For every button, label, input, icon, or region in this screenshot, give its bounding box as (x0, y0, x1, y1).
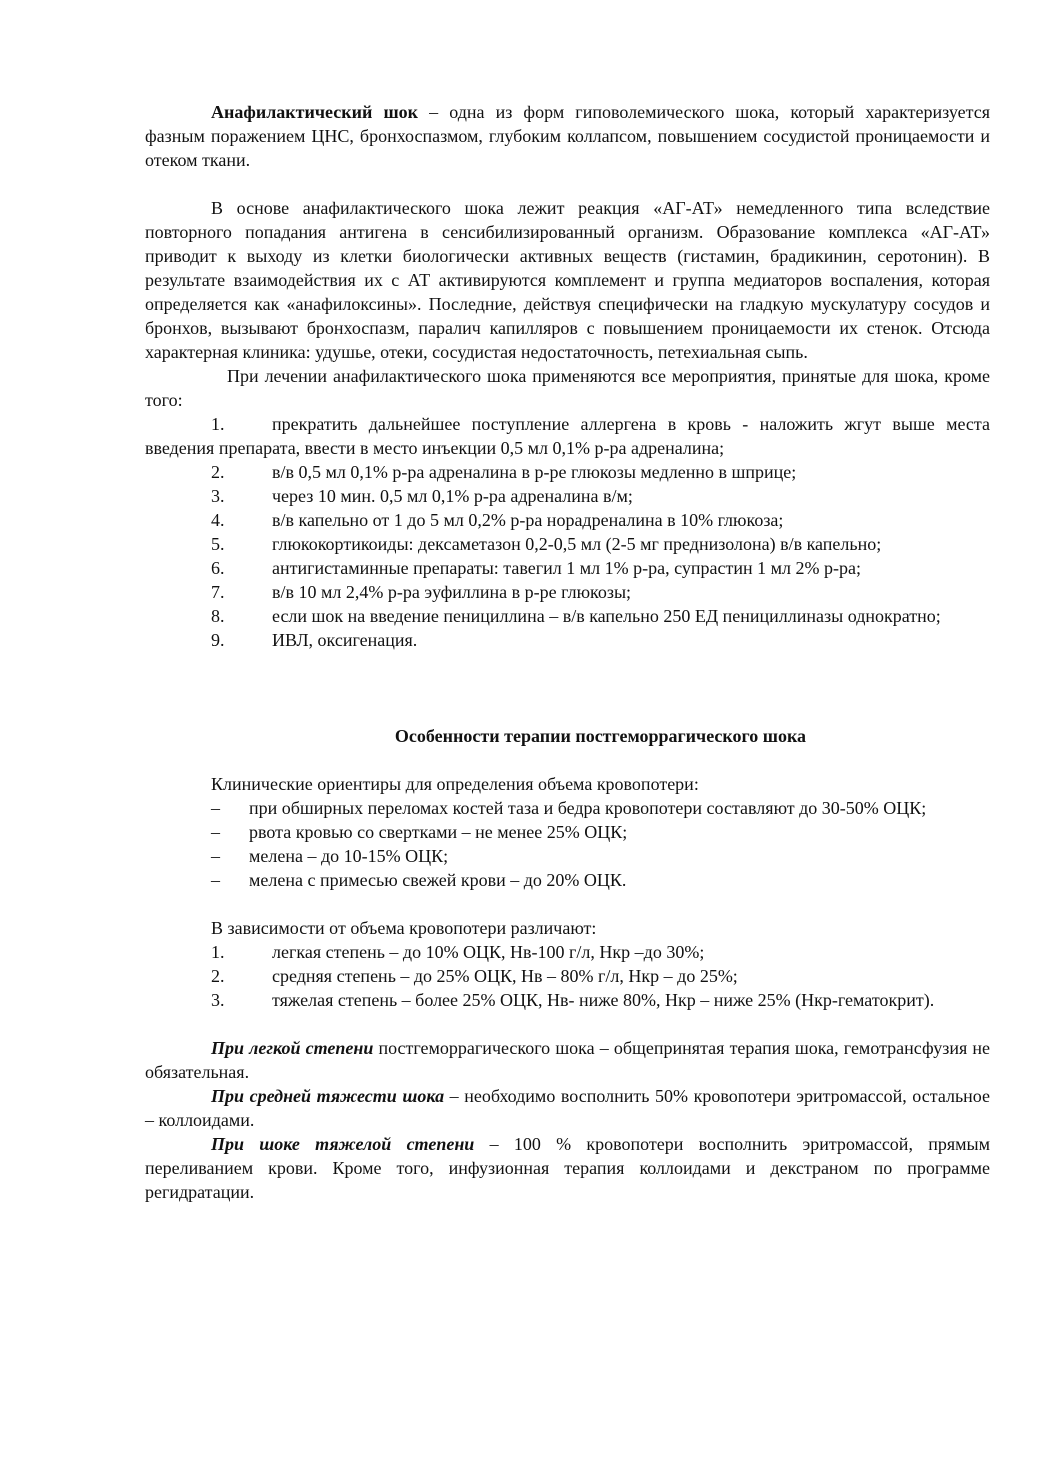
list-item-text: рвота кровью со свертками – не менее 25% ОЦК; (249, 822, 628, 842)
degree-list (145, 940, 990, 1012)
section-heading: Особенности терапии постгеморрагического шока (394, 726, 807, 746)
list-item-text: мелена – до 10-15% ОЦК; (249, 846, 449, 866)
mild-text: постгеморрагического шока – общепринятая терапия шока, гемотрансфузия не обязательная. (145, 1038, 990, 1082)
list-item-number: 2. (211, 462, 225, 482)
term-severe-degree: При шоке тяжелой степени (211, 1134, 475, 1154)
list-item-number: 4. (211, 510, 225, 530)
list-item-text: тяжелая степень – более 25% ОЦК, Нв- ниже 80%, Нкр – ниже 25% (Нкр-гематокрит). (272, 990, 935, 1010)
list-item-text: средняя степень – до 25% ОЦК, Нв – 80% г/л, Нкр – до 25%; (272, 966, 738, 986)
list-item (145, 628, 990, 652)
list-item-text: ИВЛ, оксигенация. (272, 630, 418, 650)
list-item-text: мелена с примесью свежей крови – до 20% ОЦК. (249, 870, 627, 890)
list-item-text: если шок на введение пенициллина – в/в капельно 250 ЕД пенициллиназы однократно; (272, 606, 941, 626)
list-item-number: 6. (211, 558, 225, 578)
list-item-number: 3. (211, 486, 225, 506)
list-item-number: 5. (211, 534, 225, 554)
orientation-list (145, 796, 990, 892)
definition-text: – одна из форм гиповолемического шока, который характеризуется фазным поражением ЦНС, бронхоспазмом, глубоким коллапсом, повышением сосудистой проницаемости и отеком ткани. (145, 102, 990, 170)
list-item-number: 8. (211, 606, 225, 626)
list-item-text: легкая степень – до 10% ОЦК, Нв-100 г/л, Нкр –до 30%; (272, 942, 705, 962)
severe-text: – 100 % кровопотери восполнить эритромассой, прямым переливанием крови. Кроме того, инфузионная терапия коллоидами и декстраном по программе регидратации. (145, 1134, 990, 1202)
list-item-text: прекратить дальнейшее поступление аллергена в кровь - наложить жгут выше места введения препарата, ввести в место инъекции 0,5 мл 0,1% р-ра адреналина; (145, 414, 990, 458)
term-mild-degree: При легкой степени (211, 1038, 374, 1058)
list-item (145, 484, 990, 508)
paragraph-pathogenesis: В основе анафилактического шока лежит реакция «АГ-АТ» немедленного типа вследствие повторного попадания антигена в сенсибилизированный организм. Образование комплекса «АГ-АТ» приводит к выходу из клетки биологически активных веществ (гистамин, брадикинин, серотонин). В результате взаимодействия их с АТ активируются комплемент и группа медиаторов воспаления, которая определяется как «анафилоксины». Последние, действуя специфически на гладкую мускулатуру сосудов и бронхов, вызывают бронхоспазм, паралич капилляров с повышением проницаемости их стенок. Отсюда характерная клиника: удушье, отеки, сосудистая недостаточность, петехиальная сыпь. (145, 198, 990, 362)
list-item (145, 460, 990, 484)
term-anaphylactic-shock: Анафилактический шок (211, 102, 419, 122)
list-item (145, 844, 990, 868)
list-item-number: 7. (211, 582, 225, 602)
list-item (145, 508, 990, 532)
list-item-number: 1. (211, 414, 225, 434)
list-item (145, 580, 990, 604)
list-item (145, 820, 990, 844)
list-item-dash: – (211, 870, 220, 890)
list-item (145, 412, 990, 460)
list-item-number: 2. (211, 966, 225, 986)
list-item-text: в/в 10 мл 2,4% р-ра эуфиллина в р-ре глюкозы; (272, 582, 632, 602)
list-item-number: 3. (211, 990, 225, 1010)
paragraph-severe-shock (145, 1132, 990, 1204)
moderate-text: – необходимо восполнить 50% кровопотери эритромассой, остальное – коллоидами. (145, 1086, 990, 1130)
paragraph-anaphylactic-shock-definition (145, 100, 990, 172)
list-item-dash: – (211, 822, 220, 842)
list-item (145, 988, 990, 1012)
list-item (145, 532, 990, 556)
list-item-text: антигистаминные препараты: тавегил 1 мл 1% р-ра, супрастин 1 мл 2% р-ра; (272, 558, 861, 578)
list-item (145, 556, 990, 580)
list-item-dash: – (211, 798, 220, 818)
list-item-text: в/в капельно от 1 до 5 мл 0,2% р-ра норадреналина в 10% глюкоза; (272, 510, 784, 530)
term-moderate-degree: При средней тяжести шока (211, 1086, 445, 1106)
list-item (145, 940, 990, 964)
list-item (145, 868, 990, 892)
list-item-text: глюкокортикоиды: дексаметазон 0,2-0,5 мл (2-5 мг преднизолона) в/в капельно; (272, 534, 882, 554)
treatment-list (145, 412, 990, 652)
list-item-dash: – (211, 846, 220, 866)
list-item (145, 604, 990, 628)
list-item (145, 796, 990, 820)
list-item-text: при обширных переломах костей таза и бедра кровопотери составляют до 30-50% ОЦК; (249, 798, 927, 818)
paragraph-treatment-intro: При лечении анафилактического шока применяются все мероприятия, принятые для шока, кроме того: (145, 366, 990, 410)
paragraph-mild-shock (145, 1036, 990, 1084)
paragraph-moderate-shock (145, 1084, 990, 1132)
paragraph-orientation-intro: Клинические ориентиры для определения объема кровопотери: (211, 774, 699, 794)
paragraph-degree-intro: В зависимости от объема кровопотери различают: (211, 918, 597, 938)
list-item-number: 9. (211, 630, 225, 650)
list-item-text: через 10 мин. 0,5 мл 0,1% р-ра адреналина в/м; (272, 486, 633, 506)
list-item-text: в/в 0,5 мл 0,1% р-ра адреналина в р-ре глюкозы медленно в шприце; (272, 462, 797, 482)
list-item (145, 964, 990, 988)
list-item-number: 1. (211, 942, 225, 962)
